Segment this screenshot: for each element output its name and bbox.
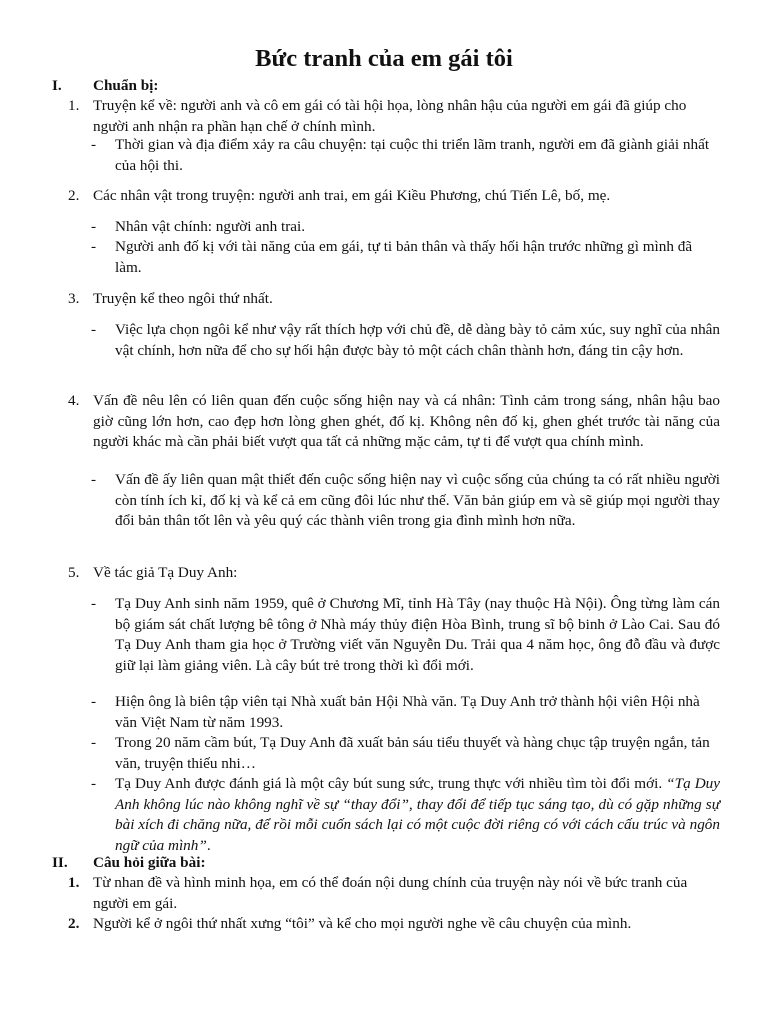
question-2	[68, 914, 703, 935]
question-number: 2.	[68, 915, 80, 932]
dash-quote: “Tạ Duy Anh không lúc nào không nghĩ về sự “thay đổi”, thay đổi để tiếp tục sáng tạo, dù có gặp những sự bài xích đi chăng nữa, để rồi mỗi cuốn sách lại có một cuộc đời riêng có với cách cấu trúc và ngôn ngữ của mình”	[115, 775, 720, 854]
section-number: I.	[52, 77, 62, 94]
dash-item: - Tạ Duy Anh được đánh giá là một cây bút sung sức, trung thực với nhiều tìm tòi đổi mới. “Tạ Duy Anh không lúc nào không nghĩ về sự “thay đổi”, thay đổi để tiếp tục sáng tạo, dù có gặp những sự bài xích đi chăng nữa, để rồi mỗi cuốn sách lại có một cuộc đời riêng có với cách cấu trúc và ngôn ngữ của mình”.	[91, 775, 720, 854]
document-title: Bức tranh của em gái tôi	[255, 45, 513, 72]
question-text: Người kể ở ngôi thứ nhất xưng “tôi” và kể cho mọi người nghe về câu chuyện của mình.	[93, 915, 632, 932]
item-number: 3.	[68, 290, 80, 307]
dash-item: - Người anh đố kị với tài năng của em gái, tự ti bản thân và thấy hối hận trước những gì mình đã làm.	[91, 238, 693, 276]
list-item-1	[68, 96, 693, 137]
item-number: 4.	[68, 392, 80, 409]
section-title: Chuẩn bị:	[93, 77, 159, 94]
dash-text: Trong 20 năm cầm bút, Tạ Duy Anh đã xuất bản sáu tiểu thuyết và hàng chục tập truyện ngắn, tản văn, truyện thiếu nhi…	[115, 734, 710, 772]
section-number: II.	[52, 854, 68, 871]
dash-text: Thời gian và địa điểm xảy ra câu chuyện: tại cuộc thi triển lãm tranh, người em đã giành giải nhất của hội thi.	[115, 136, 710, 174]
dash-item: - Tạ Duy Anh sinh năm 1959, quê ở Chương Mĩ, tỉnh Hà Tây (nay thuộc Hà Nội). Ông từng làm cán bộ giám sát chất lượng bê tông ở Nhà máy thủy điện Hòa Bình, trung sĩ bộ binh ở Lào Cai. Sau đó Tạ Duy Anh tham gia học ở Trường viết văn Nguyễn Du. Trải qua 4 năm học, ông đỗ đầu và được giữ lại làm giảng viên. Là cây bút trẻ trong thời kì đổi mới.	[91, 595, 720, 674]
list-item-2	[68, 186, 720, 207]
dash-item: - Việc lựa chọn ngôi kể như vậy rất thích hợp với chủ đề, dễ dàng bày tỏ cảm xúc, suy nghĩ của nhân vật chính, hơn nữa để cho sự hối hận được bày tỏ một cách chân thành hơn, đáng tin cậy hơn.	[91, 321, 720, 359]
question-text: Từ nhan đề và hình minh họa, em có thể đoán nội dung chính của truyện này nói về bức tranh của người em gái.	[93, 874, 688, 912]
item-text: Truyện kể theo ngôi thứ nhất.	[93, 290, 273, 307]
dash-text: Nhân vật chính: người anh trai.	[115, 218, 306, 235]
question-number: 1.	[68, 874, 80, 891]
dash-text: Vấn đề ấy liên quan mật thiết đến cuộc sống hiện nay vì cuộc sống của chúng ta có rất nhiều người còn tính ích kỉ, đố kị và kể cả em cũng đôi lúc như thế. Văn bản giúp em và sẽ giúp mọi người thay đổi bản thân tốt lên và yêu quý các thành viên trong gia đình mình hơn nữa.	[115, 471, 720, 529]
item-text: Vấn đề nêu lên có liên quan đến cuộc sống hiện nay và cá nhân: Tình cảm trong sáng, nhân hậu bao giờ cũng lớn hơn, cao đẹp hơn lòng ghen ghét, đố kị. Không nên đố kị, ghen ghét trước tài năng của người khác mà cần phải biết vượt qua tất cả những mặc cảm, tự ti để vượt qua chính mình.	[93, 392, 720, 450]
dash-item: - Trong 20 năm cầm bút, Tạ Duy Anh đã xuất bản sáu tiểu thuyết và hàng chục tập truyện ngắn, tản văn, truyện thiếu nhi…	[91, 734, 710, 772]
dash-text: Việc lựa chọn ngôi kể như vậy rất thích hợp với chủ đề, dễ dàng bày tỏ cảm xúc, suy nghĩ của nhân vật chính, hơn nữa để cho sự hối hận được bày tỏ một cách chân thành hơn, đáng tin cậy hơn.	[115, 321, 720, 359]
section-title: Câu hỏi giữa bài:	[93, 854, 206, 871]
item-number: 5.	[68, 564, 80, 581]
question-1	[68, 873, 703, 914]
dash-item: - Hiện ông là biên tập viên tại Nhà xuất bản Hội Nhà văn. Tạ Duy Anh trở thành hội viên Hội nhà văn Việt Nam từ năm 1993.	[91, 693, 700, 731]
dash-text: Tạ Duy Anh được đánh giá là một cây bút sung sức, trung thực với nhiều tìm tòi đổi mới.	[115, 775, 667, 792]
item-number: 2.	[68, 187, 80, 204]
dash-item: - Nhân vật chính: người anh trai.	[91, 218, 306, 235]
dash-end: .	[206, 836, 211, 854]
dash-item: - Thời gian và địa điểm xảy ra câu chuyện: tại cuộc thi triển lãm tranh, người em đã giành giải nhất của hội thi.	[91, 136, 710, 174]
dash-text: Tạ Duy Anh sinh năm 1959, quê ở Chương Mĩ, tỉnh Hà Tây (nay thuộc Hà Nội). Ông từng làm cán bộ giám sát chất lượng bê tông ở Nhà máy thủy điện Hòa Bình, trung sĩ bộ binh ở Lào Cai. Sau đó Tạ Duy Anh tham gia học ở Trường viết văn Nguyễn Du. Trải qua 4 năm học, ông đỗ đầu và được giữ lại làm giảng viên. Là cây bút trẻ trong thời kì đổi mới.	[115, 595, 720, 674]
dash-item: - Vấn đề ấy liên quan mật thiết đến cuộc sống hiện nay vì cuộc sống của chúng ta có rất nhiều người còn tính ích kỉ, đố kị và kể cả em cũng đôi lúc như thế. Văn bản giúp em và sẽ giúp mọi người thay đổi bản thân tốt lên và yêu quý các thành viên trong gia đình mình hơn nữa.	[91, 471, 720, 529]
list-item-4	[68, 391, 720, 453]
item-text: Các nhân vật trong truyện: người anh trai, em gái Kiều Phương, chú Tiến Lê, bố, mẹ.	[93, 187, 611, 204]
list-item-5	[68, 563, 720, 584]
dash-text: Hiện ông là biên tập viên tại Nhà xuất bản Hội Nhà văn. Tạ Duy Anh trở thành hội viên Hội nhà văn Việt Nam từ năm 1993.	[115, 693, 700, 731]
dash-text: Người anh đố kị với tài năng của em gái, tự ti bản thân và thấy hối hận trước những gì mình đã làm.	[115, 238, 693, 276]
list-item-3	[68, 289, 720, 310]
item-number: 1.	[68, 97, 80, 114]
item-text: Về tác giả Tạ Duy Anh:	[93, 564, 238, 581]
item-text: Truyện kể về: người anh và cô em gái có tài hội họa, lòng nhân hậu của người em gái đã giúp cho người anh nhận ra phần hạn chế ở chính mình.	[93, 97, 687, 135]
